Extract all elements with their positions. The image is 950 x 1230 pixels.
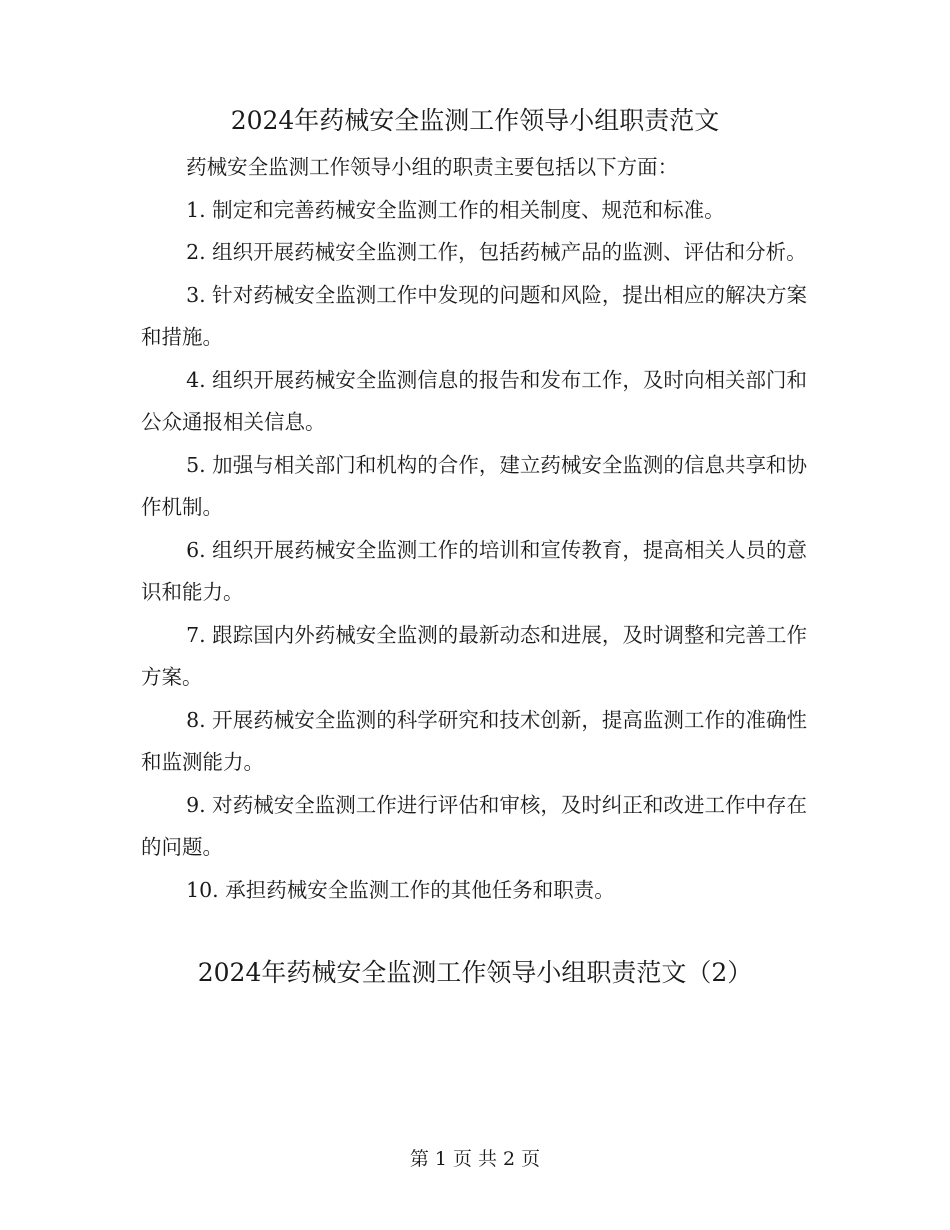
list-item: 4. 组织开展药械安全监测信息的报告和发布工作，及时向相关部门和公众通报相关信息。 xyxy=(141,367,807,434)
list-item: 3. 针对药械安全监测工作中发现的问题和风险，提出相应的解决方案和措施。 xyxy=(141,282,807,349)
list-item: 7. 跟踪国内外药械安全监测的最新动态和进展，及时调整和完善工作方案。 xyxy=(141,622,807,689)
intro-paragraph: 药械安全监测工作领导小组的职责主要包括以下方面： xyxy=(186,155,679,179)
document-title: 2024年药械安全监测工作领导小组职责范文 xyxy=(230,106,720,135)
list-item: 6. 组织开展药械安全监测工作的培训和宣传教育，提高相关人员的意识和能力。 xyxy=(141,537,807,604)
section-title: 2024年药械安全监测工作领导小组职责范文（2） xyxy=(197,958,753,987)
list-item: 8. 开展药械安全监测的科学研究和技术创新，提高监测工作的准确性和监测能力。 xyxy=(141,707,807,774)
list-item: 1. 制定和完善药械安全监测工作的相关制度、规范和标准。 xyxy=(186,197,725,222)
list-item: 2. 组织开展药械安全监测工作，包括药械产品的监测、评估和分析。 xyxy=(186,240,807,264)
document-body xyxy=(141,146,807,911)
list-item: 9. 对药械安全监测工作进行评估和审核，及时纠正和改进工作中存在的问题。 xyxy=(141,792,807,859)
list-item: 10. 承担药械安全监测工作的其他任务和职责。 xyxy=(186,877,615,902)
page-number-footer: 第 1 页 共 2 页 xyxy=(409,1148,541,1170)
list-item: 5. 加强与相关部门和机构的合作，建立药械安全监测的信息共享和协作机制。 xyxy=(141,452,807,519)
